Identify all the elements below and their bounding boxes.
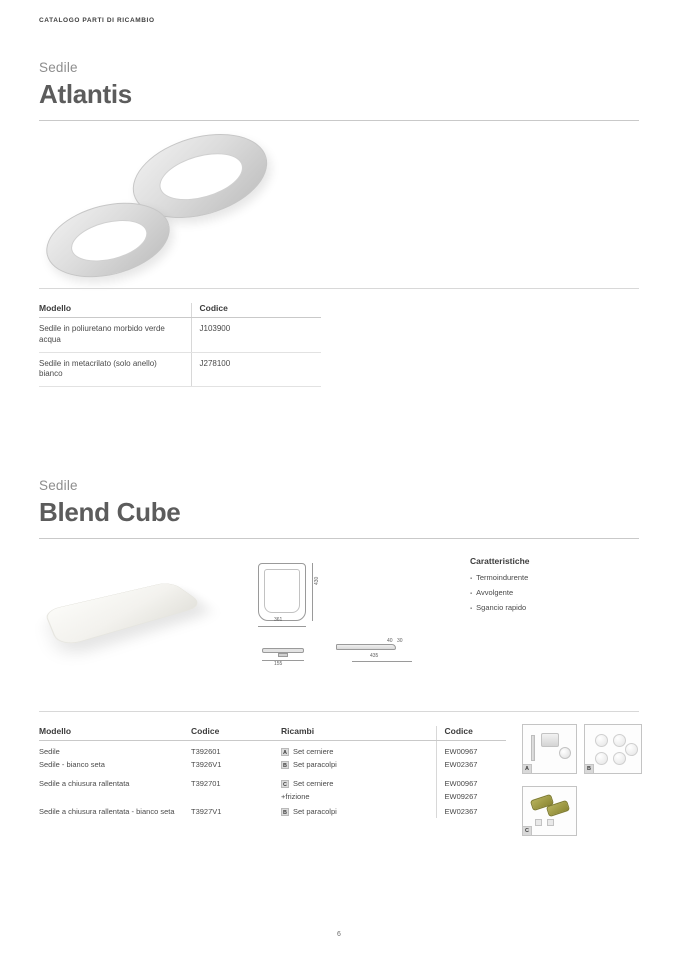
table-blend-cube-parts — [39, 726, 506, 818]
cell-codice-ricambio: EW09267 — [436, 790, 506, 803]
table-atlantis-models — [39, 303, 321, 387]
technical-drawing-top-view — [258, 563, 318, 633]
page-number: 6 — [337, 931, 341, 938]
cell-codice-ricambio: EW00967 — [436, 772, 506, 791]
section-blend-cube — [39, 478, 639, 539]
square-seat-render — [44, 581, 206, 648]
cell-modello-empty — [39, 790, 191, 803]
bumper-icon — [595, 734, 608, 747]
cell-ricambio: +frizione — [281, 791, 310, 801]
cell-codice-ricambio: EW00967 — [436, 741, 506, 759]
dim-line-width — [258, 626, 306, 627]
bumper-icon — [613, 734, 626, 747]
dim-label-thickness-b: 30 — [397, 638, 403, 644]
col-header-codice: Codice — [191, 726, 281, 741]
table-row — [39, 352, 321, 387]
col-header-codice: Codice — [191, 303, 321, 318]
cell-codice: T3926V1 — [191, 760, 222, 770]
blend-cube-product-illustration — [45, 567, 225, 657]
cell-modello: Sedile - bianco seta — [39, 760, 105, 770]
table-row — [39, 804, 506, 819]
dim-line-side-length — [352, 661, 412, 662]
thumb-tag-b: B — [585, 764, 594, 773]
badge-c: C — [281, 780, 289, 788]
page-header-label: CATALOGO PARTI DI RICAMBIO — [39, 17, 155, 24]
divider-atlantis-top — [39, 120, 639, 121]
hinge-cap-icon — [559, 747, 571, 759]
seat-side-profile — [336, 644, 396, 650]
ricambio-label: Set cerniere — [293, 778, 334, 788]
divider-blend-cube-bottom — [39, 711, 639, 712]
feature-item: ▪ Avvolgente — [470, 588, 630, 597]
cell-ricambio — [281, 741, 436, 759]
feature-item: ▪ Sgancio rapido — [470, 603, 630, 612]
col-header-modello: Modello — [39, 726, 191, 741]
section-atlantis — [39, 60, 639, 121]
cell-modello: Sedile — [39, 747, 60, 756]
hinge-rod-icon — [531, 735, 535, 761]
cell-codice: T392601 — [191, 747, 221, 756]
bumper-icon — [613, 752, 626, 765]
screw-icon — [547, 819, 554, 826]
col-header-modello: Modello — [39, 303, 191, 318]
dim-label-width: 361 — [274, 617, 283, 623]
section-eyebrow-blend-cube: Sedile — [39, 478, 78, 493]
cell-codice: T392701 — [191, 778, 221, 788]
section-title-blend-cube: Blend Cube — [39, 497, 181, 527]
dim-label-front-width: 155 — [274, 661, 283, 667]
ricambio-label: Set paracolpi — [293, 806, 337, 816]
divider-atlantis-bottom — [39, 288, 639, 289]
ricambio-label: Set paracolpi — [293, 760, 337, 770]
table-row — [39, 790, 506, 803]
section-title-atlantis: Atlantis — [39, 79, 132, 109]
features-list — [470, 573, 630, 612]
badge-b: B — [281, 808, 289, 816]
bumper-icon — [625, 743, 638, 756]
atlantis-product-illustration — [39, 133, 339, 283]
feature-item: ▪ Termoindurente — [470, 573, 630, 582]
table-row — [39, 759, 506, 772]
thumb-tag-c: C — [523, 826, 532, 835]
col-header-codice-ricambi: Codice — [436, 726, 506, 741]
col-header-ricambi: Ricambi — [281, 726, 436, 741]
cell-codice: J278100 — [191, 352, 321, 387]
features-title: Caratteristiche — [470, 556, 530, 566]
cell-modello: Sedile a chiusura rallentata - bianco seta — [39, 806, 175, 816]
cell-codice-ricambio: EW02367 — [436, 759, 506, 772]
cell-codice: T3927V1 — [191, 806, 222, 816]
seat-opening-lower — [67, 213, 152, 269]
dim-label-thickness-a: 40 — [387, 638, 393, 644]
thumb-hinge-set — [522, 724, 577, 774]
dim-line-height — [312, 563, 313, 621]
cell-codice-empty — [191, 790, 281, 803]
table-row — [39, 318, 321, 353]
seat-hinge-front — [278, 653, 288, 657]
features-panel — [470, 556, 630, 618]
seat-opening-upper — [154, 145, 248, 209]
divider-blend-cube-top — [39, 538, 639, 539]
thumb-tag-a: A — [523, 764, 532, 773]
badge-b: B — [281, 761, 289, 769]
cell-modello: Sedile in poliuretano morbido verde acqua — [39, 318, 191, 353]
cell-modello: Sedile a chiusura rallentata — [39, 778, 130, 788]
cell-codice-ricambio: EW02367 — [436, 804, 506, 819]
cell-ricambio — [281, 772, 436, 791]
thumb-soft-close-hinge — [522, 786, 577, 836]
cell-codice: J103900 — [191, 318, 321, 353]
cell-ricambio — [281, 759, 436, 772]
cell-modello: Sedile in metacrilato (solo anello) bianco — [39, 352, 191, 387]
seat-inner-outline-top — [264, 569, 300, 613]
thumb-bumper-set — [584, 724, 642, 774]
table-header-row — [39, 303, 321, 318]
table-row — [39, 772, 506, 791]
table-row — [39, 741, 506, 759]
cell-ricambio — [281, 804, 436, 819]
hinge-plate-icon — [541, 733, 559, 747]
table-header-row — [39, 726, 506, 741]
screw-icon — [535, 819, 542, 826]
ricambio-label: Set cerniere — [293, 747, 334, 756]
dim-label-height: 430 — [314, 576, 320, 585]
badge-a: A — [281, 748, 289, 756]
dim-line-front-width — [262, 660, 304, 661]
bumper-icon — [595, 752, 608, 765]
dim-label-side-length: 435 — [370, 653, 379, 659]
section-eyebrow-atlantis: Sedile — [39, 60, 78, 75]
